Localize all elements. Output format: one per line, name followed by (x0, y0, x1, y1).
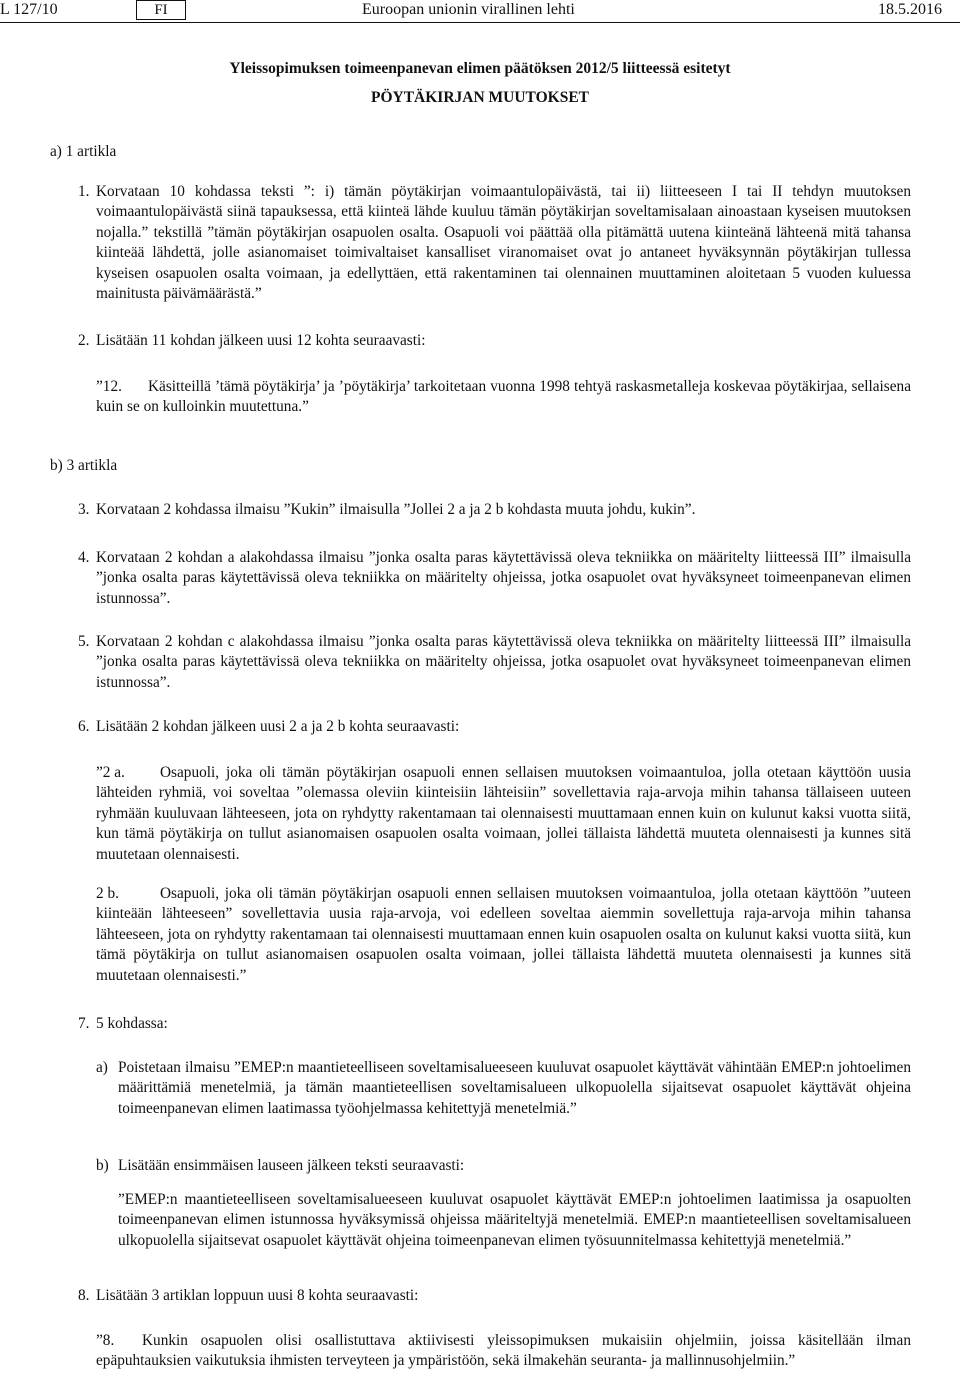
section-b-heading: b) 3 artikla (50, 457, 118, 474)
item-5-number: 5. (78, 633, 90, 650)
page-header (0, 0, 960, 22)
item-7b-letter: b) (96, 1157, 109, 1174)
quote-7b-text: ”EMEP:n maantieteelliseen soveltamisalueeseen kuuluvat osapuolet käyttävät EMEP:n johtoelimen laatimissa ja osapuolten toimeenpanevan elimen istunnossa hyväksymissä ohjeissa määriteltyjä menetelmiä. EMEP:n maantieteellisen soveltamisalueen ulkopuolella sijaitsevat osapuolet käyttävät ohjeina toimeenpanevan elimen työsuunnitelmassa kehitettyjä menetelmiä.” (118, 1191, 911, 1249)
page-reference: L 127/10 (0, 1, 58, 18)
item-8-text: Lisätään 3 artiklan loppuun uusi 8 kohta seuraavasti: (96, 1287, 419, 1304)
quote-2b-text: Osapuoli, joka oli tämän pöytäkirjan osapuoli ennen sellaisen muutoksen voimaantuloa, jolla otetaan käyttöön ”uuteen kiinteään lähteeseen” sovellettavia uusia raja-arvoja, voi edelleen soveltaa aiemmin sovellettuja raja-arvoja mihin tahansa lähteeseen, jota on ryhdytty rakentamaan tai olennaisesti muuttamaan ennen kuin osapuolen osalta on kulunut kaksi vuotta siitä, kun tämä pöytäkirja on tullut asianomaisen osapuolen osalta voimaan, jollei tällaista lähdettä muuteta olennaisesti ja kunnes sitä muutetaan olennaisesti.” (96, 885, 911, 984)
language-code: FI (136, 0, 186, 20)
quote-2a-number: ”2 a. (96, 764, 125, 781)
section-a-heading: a) 1 artikla (50, 143, 117, 160)
item-8-number: 8. (78, 1287, 90, 1304)
item-2-number: 2. (78, 332, 90, 349)
quote-8-number: ”8. (96, 1332, 115, 1349)
quote-12-text: Käsitteillä ’tämä pöytäkirja’ ja ’pöytäkirja’ tarkoitetaan vuonna 1998 tehtyä raskasmetalleja koskevaa pöytäkirjaa, sellaisena kuin se on kulloinkin muutettuna.” (96, 378, 911, 416)
item-3-number: 3. (78, 501, 90, 518)
item-6-number: 6. (78, 718, 90, 735)
item-4-text: Korvataan 2 kohdan a alakohdassa ilmaisu ”jonka osalta paras käytettävissä oleva tekniikka on määritelty liitteessä III” ilmaisulla ”jonka osalta paras käytettävissä oleva tekniikka on määritelty ohjeissa, jotka osapuolet ovat hyväksyneet toimeenpanevan elimen istunnossa”. (96, 549, 911, 607)
document-subtitle: PÖYTÄKIRJAN MUUTOKSET (370, 89, 590, 106)
item-1-text: Korvataan 10 kohdassa teksti ”: i) tämän pöytäkirjan voimaantulopäivästä, tai ii) liitteeseen I tai II tehdyn muutoksen voimaantulopäivästä siinä tapauksessa, että kiinteä lähde kuuluu tämän pöytäkirjan soveltamisalaan ainoastaan kyseisen muutoksen nojalla.” tekstillä ”tämän pöytäkirjan osapuolen osalta. Osapuoli voi päättää olla pitämättä uutena kiinteänä lähteenä mitä tahansa kiinteää lähdettä, jolle asianomaiset toimivaltaiset kansalliset viranomaiset ovat jo antaneet hyväksynnän pöytäkirjan tullessa kyseisen osapuolen osalta voimaan, ja edellyttäen, että rakentaminen tai olennainen muuttaminen aloitetaan 5 vuoden kuluessa mainitusta päivämäärästä.” (96, 183, 911, 303)
quote-12-number: ”12. (96, 378, 122, 395)
item-1-number: 1. (78, 183, 90, 200)
item-7-number: 7. (78, 1015, 90, 1032)
document-title: Yleissopimuksen toimeenpanevan elimen päätöksen 2012/5 liitteessä esitetyt (229, 60, 731, 77)
quote-8-text: Kunkin osapuolen olisi osallistuttava aktiivisesti yleissopimuksen mukaisiin ohjelmiin, joissa käsitellään ilman epäpuhtauksien vaikutuksia ihmisten terveyteen ja ympäristöön, sekä ilmakehän seuranta- ja mallinnusohjelmiin.” (96, 1332, 911, 1370)
item-7b-text: Lisätään ensimmäisen lauseen jälkeen teksti seuraavasti: (118, 1157, 465, 1174)
header-rule (0, 22, 960, 23)
item-7a-letter: a) (96, 1059, 108, 1076)
item-6-text: Lisätään 2 kohdan jälkeen uusi 2 a ja 2 b kohta seuraavasti: (96, 718, 460, 735)
journal-name: Euroopan unionin virallinen lehti (362, 1, 575, 18)
publication-date: 18.5.2016 (878, 1, 942, 18)
item-7-text: 5 kohdassa: (96, 1015, 168, 1032)
item-4-number: 4. (78, 549, 90, 566)
item-5-text: Korvataan 2 kohdan c alakohdassa ilmaisu ”jonka osalta paras käytettävissä oleva tekniikka on määritelty liitteessä III” ilmaisulla ”jonka osalta paras käytettävissä oleva tekniikka on määritelty ohjeissa, jotka osapuolet ovat hyväksyneet toimeenpanevan elimen istunnossa”. (96, 633, 911, 691)
item-2-text: Lisätään 11 kohdan jälkeen uusi 12 kohta seuraavasti: (96, 332, 426, 349)
item-7a-text: Poistetaan ilmaisu ”EMEP:n maantieteelliseen soveltamisalueeseen kuuluvat osapuolet käyttävät vähintään EMEP:n johtoelimen määrittämiä menetelmiä, ja tämän maantieteellisen soveltamisalueen ulkopuolella sijaitsevat osapuolet käyttävät ohjeina toimeenpanevan elimen laatimassa työohjelmassa kehitettyjä menetelmiä.” (118, 1059, 911, 1117)
item-3-text: Korvataan 2 kohdassa ilmaisu ”Kukin” ilmaisulla ”Jollei 2 a ja 2 b kohdasta muuta johdu, kukin”. (96, 501, 696, 518)
quote-2a-text: Osapuoli, joka oli tämän pöytäkirjan osapuoli ennen sellaisen muutoksen voimaantuloa, jolla otetaan käyttöön uusia lähteiden ryhmiä, voi soveltaa ”olemassa oleviin kiinteisiin lähteisiin” sovellettavia raja-arvoja mihin tahansa tällaiseen uuteen ryhmään kuuluvaan lähteeseen, jota on ryhdytty rakentamaan tai olennaisesti muuttamaan ennen kuin on kulunut kaksi vuotta siitä, kun tämä pöytäkirja on tullut asianomaisen osapuolen osalta voimaan, jollei tällaista lähdettä muuteta olennaisesti ja kunnes sitä muutetaan olennaisesti. (96, 764, 911, 863)
quote-2b-number: 2 b. (96, 885, 119, 902)
